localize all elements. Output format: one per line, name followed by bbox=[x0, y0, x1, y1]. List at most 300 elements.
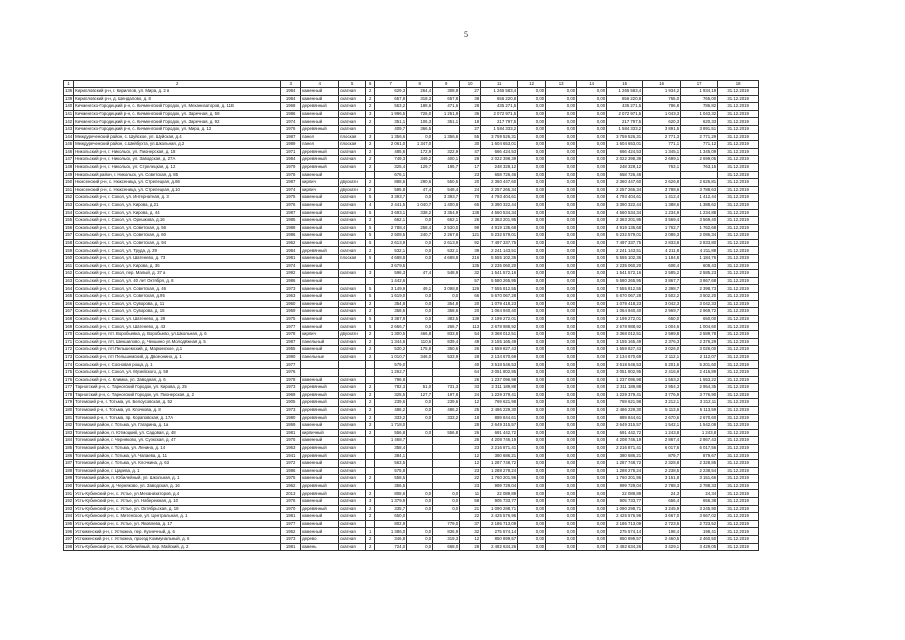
table-row bbox=[64, 482, 759, 490]
table-cell: 2 649 315,57 bbox=[607, 422, 643, 430]
table-cell: скатная bbox=[339, 239, 366, 247]
table-cell: Сокольский р-н, г. Сокол, ул. Советская, д. 60 bbox=[74, 232, 281, 240]
table-row bbox=[64, 217, 759, 225]
table-cell: 0,00 bbox=[518, 498, 546, 506]
table-cell: Нюксенский р-н, с. Нюксеница, ул. Стрелецкая, д.86 bbox=[74, 179, 281, 187]
table-cell bbox=[433, 452, 460, 460]
table-cell: 0,00 bbox=[546, 384, 577, 392]
table-cell: 0,00 bbox=[546, 255, 577, 263]
table-row bbox=[64, 452, 759, 460]
table-cell: Сокольский р-н, г. Сокол, пер. Малый, д. 37 а bbox=[74, 270, 281, 278]
table-cell: 2 670,60 bbox=[681, 414, 718, 422]
table-cell: 1 934,2 bbox=[643, 88, 681, 96]
table-cell: 161 bbox=[65, 262, 73, 268]
table-cell: Сокольский р-н, г. Сосновая роща, д. 1 bbox=[74, 361, 281, 369]
table-cell: 471,6 bbox=[433, 103, 460, 111]
table-cell: 0,00 bbox=[546, 262, 577, 270]
table-cell: 1 541 572,16 bbox=[607, 270, 643, 278]
table-cell: 0,00 bbox=[546, 239, 577, 247]
table-cell: 31.12.2019 bbox=[718, 201, 759, 209]
table-cell: 31.12.2019 bbox=[718, 125, 759, 133]
table-cell: 2 072 971,5 bbox=[607, 110, 643, 118]
table-cell: 0,00 bbox=[518, 103, 546, 111]
table-cell: скатная bbox=[339, 422, 366, 430]
table-cell: 239,6 bbox=[375, 399, 407, 407]
table-cell: 12 bbox=[460, 399, 481, 407]
table-cell: 2 530,0 bbox=[433, 224, 460, 232]
table-cell: 2 311 189,88 bbox=[607, 384, 643, 392]
table-cell: 2 bbox=[366, 217, 375, 225]
table-cell: 0,0 bbox=[407, 255, 433, 263]
table-cell: скатная bbox=[339, 88, 366, 96]
table-cell: 346,8 bbox=[375, 536, 407, 544]
table-cell bbox=[301, 368, 339, 376]
table-cell: деревянный bbox=[301, 156, 339, 164]
table-cell: 2 460,50 bbox=[681, 536, 718, 544]
table-cell: 0,00 bbox=[546, 148, 577, 156]
table-cell: 3 667,02 bbox=[681, 513, 718, 521]
table-cell: 5 113,59 bbox=[681, 406, 718, 414]
table-cell: Сокольский р-н, пгт. Шекшилово, д. Чекшино ул.Молодёжная д. 5 bbox=[74, 338, 281, 346]
table-cell: 4 211,88 bbox=[681, 247, 718, 255]
table-cell: 31.12.2019 bbox=[718, 118, 759, 126]
table-cell: 1 bbox=[64, 81, 74, 88]
table-cell: 31.12.2019 bbox=[718, 331, 759, 339]
table-cell: 0,00 bbox=[518, 513, 546, 521]
table-cell: 0,00 bbox=[546, 201, 577, 209]
table-cell: плоская bbox=[339, 255, 366, 263]
table-cell: скатная bbox=[339, 391, 366, 399]
table-cell: 23 bbox=[460, 467, 481, 475]
table-cell: 532,1 bbox=[375, 247, 407, 255]
table-cell: 1 553,2 bbox=[643, 376, 681, 384]
table-cell: 2 238,54 bbox=[681, 467, 718, 475]
table-cell: скатная bbox=[339, 247, 366, 255]
table-cell: 0,00 bbox=[577, 194, 607, 202]
table-cell: плоская bbox=[339, 141, 366, 149]
table-cell: 20 bbox=[460, 300, 481, 308]
table-cell: 113 bbox=[460, 323, 481, 331]
table-cell: 1 762,68 bbox=[681, 224, 718, 232]
table-cell: 0,00 bbox=[577, 520, 607, 528]
table-cell: деревянный bbox=[301, 163, 339, 171]
table-cell: 5 670 067,28 bbox=[607, 293, 643, 301]
table-cell: 2 bbox=[366, 406, 375, 414]
table-row bbox=[64, 239, 759, 247]
table-cell: Тотемский район, г. Тотьма, ул. Чапаева, д. 11 bbox=[74, 452, 281, 460]
table-cell: 0,00 bbox=[518, 406, 546, 414]
table-cell: 1 090 298,71 bbox=[607, 505, 643, 513]
table-cell bbox=[339, 361, 366, 369]
table-cell: каменный bbox=[301, 262, 339, 270]
table-cell: 0,0 bbox=[407, 406, 433, 414]
table-cell: 2 788,4 bbox=[375, 224, 407, 232]
table-cell bbox=[681, 171, 718, 179]
table-cell: 217 797,5 bbox=[481, 118, 518, 126]
table-cell: скатная bbox=[339, 194, 366, 202]
table-cell: 92 bbox=[460, 239, 481, 247]
table-cell: 31.12.2019 bbox=[718, 505, 759, 513]
table-cell: 28 bbox=[460, 422, 481, 430]
table-cell: 2 bbox=[366, 338, 375, 346]
table-cell: 1 243,8 bbox=[681, 429, 718, 437]
table-cell: 1976 bbox=[281, 125, 301, 133]
table-cell: 2 867,4 bbox=[643, 437, 681, 445]
table-cell: 22 089,89 bbox=[607, 490, 643, 498]
table-cell: 172 bbox=[65, 346, 73, 352]
table-cell bbox=[433, 437, 460, 445]
table-cell: скатная bbox=[339, 444, 366, 452]
table-cell: 28 bbox=[460, 543, 481, 551]
table-cell: 2 bbox=[366, 308, 375, 316]
table-cell bbox=[433, 513, 460, 521]
table-cell: 3 026,00 bbox=[681, 346, 718, 354]
table-cell: 3 245,90 bbox=[681, 505, 718, 513]
table-cell: 1 386,0 bbox=[375, 528, 407, 536]
table-cell: 1963 bbox=[281, 293, 301, 301]
table-cell: 190 bbox=[65, 483, 73, 489]
table-cell: 49,1 bbox=[407, 285, 433, 293]
table-cell: 31.12.2019 bbox=[718, 376, 759, 384]
table-row bbox=[64, 125, 759, 133]
table-cell: 1 760 201,96 bbox=[481, 475, 518, 483]
table-cell: 0,00 bbox=[518, 277, 546, 285]
table-cell: 0,00 bbox=[577, 346, 607, 354]
table-cell: 1992 bbox=[281, 270, 301, 278]
table-cell: каменный bbox=[301, 171, 339, 179]
table-cell: 0,00 bbox=[577, 376, 607, 384]
table-cell: 188 bbox=[65, 467, 73, 473]
table-cell: 0,00 bbox=[546, 391, 577, 399]
table-row bbox=[64, 338, 759, 346]
table-cell: 166 bbox=[65, 300, 73, 306]
table-cell: Тарногский р-н, с. Тарногский Городок, ул. Пионерская, д. 2 bbox=[74, 391, 281, 399]
table-cell: 350,6 bbox=[433, 346, 460, 354]
table-cell: 0,00 bbox=[546, 460, 577, 468]
table-cell: 15 bbox=[607, 81, 643, 88]
table-cell: 1978 bbox=[281, 171, 301, 179]
table-cell: 198,41 bbox=[681, 528, 718, 536]
table-cell: 0,00 bbox=[577, 437, 607, 445]
table-cell: 656,4 bbox=[643, 498, 681, 506]
table-row bbox=[64, 209, 759, 217]
table-cell: 1981 bbox=[281, 429, 301, 437]
table-cell: 0,00 bbox=[518, 543, 546, 551]
table-cell: 0,00 bbox=[518, 482, 546, 490]
table-cell: 666 424,53 bbox=[607, 148, 643, 156]
table-cell: 18 bbox=[460, 118, 481, 126]
table-cell: Тотемский р-н, г. Тотьма, ул. Клочкова, д. 8 bbox=[74, 406, 281, 414]
table-cell: 2 699,05 bbox=[681, 156, 718, 164]
table-row bbox=[64, 520, 759, 528]
table-cell: 2 bbox=[366, 141, 375, 149]
table-cell: Устюженский р-н, г. Устюжна, пер. Кузнечный, д. 6 bbox=[74, 528, 281, 536]
table-cell: 0,00 bbox=[546, 217, 577, 225]
table-cell: 2 585,23 bbox=[681, 270, 718, 278]
table-cell: 6 bbox=[366, 81, 375, 88]
table-cell bbox=[433, 482, 460, 490]
table-cell: 400,1 bbox=[433, 156, 460, 164]
table-row bbox=[64, 422, 759, 430]
table-cell: 0,00 bbox=[577, 338, 607, 346]
table-cell: 1988 bbox=[281, 224, 301, 232]
table-cell: 31.12.2019 bbox=[718, 338, 759, 346]
table-cell: 0,00 bbox=[518, 384, 546, 392]
table-cell: 148 bbox=[65, 164, 73, 170]
table-cell: 3 212,11 bbox=[681, 399, 718, 407]
table-cell: 37 bbox=[460, 520, 481, 528]
table-cell: 0,00 bbox=[518, 262, 546, 270]
table-cell: 154 bbox=[65, 209, 73, 215]
table-cell: 2 670,6 bbox=[643, 414, 681, 422]
table-row bbox=[64, 528, 759, 536]
table-cell: 0,00 bbox=[577, 490, 607, 498]
table-cell: 1 584 333,2 bbox=[481, 125, 518, 133]
table-cell: 0,00 bbox=[546, 171, 577, 179]
table-cell: 160 bbox=[65, 255, 73, 261]
table-cell bbox=[433, 125, 460, 133]
table-cell: 1 004,6 bbox=[643, 323, 681, 331]
table-cell: 802,9 bbox=[375, 520, 407, 528]
table-cell: 0,00 bbox=[577, 224, 607, 232]
table-cell: скатная bbox=[339, 103, 366, 111]
table-cell: 51,0 bbox=[407, 384, 433, 392]
table-cell: 3 368 012,51 bbox=[607, 331, 643, 339]
table-cell bbox=[366, 361, 375, 369]
table-cell: 658 726,46 bbox=[607, 171, 643, 179]
table-cell: 1 996,5 bbox=[375, 110, 407, 118]
table-row bbox=[64, 201, 759, 209]
table-cell: 27 bbox=[460, 125, 481, 133]
table-cell: 724,0 bbox=[375, 543, 407, 551]
table-cell: 3 667,0 bbox=[643, 513, 681, 521]
table-cell: каменный bbox=[301, 308, 339, 316]
table-cell: деревянный bbox=[301, 103, 339, 111]
table-cell: 1960 bbox=[281, 300, 301, 308]
table-row bbox=[64, 513, 759, 521]
table-cell: 0,00 bbox=[546, 331, 577, 339]
table-cell: каменный bbox=[301, 498, 339, 506]
table-row bbox=[64, 376, 759, 384]
table-cell: 0,00 bbox=[577, 308, 607, 316]
table-cell: 3 867,7 bbox=[643, 277, 681, 285]
table-cell bbox=[407, 513, 433, 521]
table-cell: 31.12.2019 bbox=[718, 262, 759, 270]
table-cell: Кирилловский р-н, г. Кириллов, ул. Мира, д. 2 в bbox=[74, 88, 281, 96]
table-cell: 466,8 bbox=[407, 331, 433, 339]
housing-table bbox=[63, 80, 759, 551]
table-cell: 0,00 bbox=[577, 399, 607, 407]
table-cell: 2 bbox=[366, 156, 375, 164]
table-cell: 4 919 135,68 bbox=[607, 224, 643, 232]
table-cell: 31.12.2019 bbox=[718, 232, 759, 240]
table-cell: 1 934,19 bbox=[681, 88, 718, 96]
table-cell: 0,00 bbox=[518, 209, 546, 217]
table-cell: деревянный bbox=[301, 406, 339, 414]
table-cell bbox=[407, 467, 433, 475]
table-cell bbox=[433, 368, 460, 376]
table-cell: 0,00 bbox=[577, 186, 607, 194]
table-row bbox=[64, 323, 759, 331]
table-cell: 650,0 bbox=[643, 315, 681, 323]
table-cell: 888,6 bbox=[375, 179, 407, 187]
table-cell: 1974 bbox=[281, 118, 301, 126]
table-cell: 2 788,33 bbox=[681, 482, 718, 490]
table-cell: 179 bbox=[65, 399, 73, 405]
table-cell: 532,1 bbox=[433, 247, 460, 255]
table-row bbox=[64, 133, 759, 141]
table-cell: скатная bbox=[339, 346, 366, 354]
table-cell: Тотемский район, г. Тотьма, ул. Гагарина, д. 1а bbox=[74, 422, 281, 430]
table-cell: 620,33 bbox=[681, 118, 718, 126]
table-cell: 889 844,61 bbox=[607, 414, 643, 422]
table-cell: 1976 bbox=[281, 201, 301, 209]
table-cell: деревянный bbox=[301, 125, 339, 133]
table-cell: 1978 bbox=[281, 376, 301, 384]
table-cell: 151 bbox=[65, 186, 73, 192]
table-cell: 31.12.2019 bbox=[718, 460, 759, 468]
table-cell: 2 bbox=[366, 490, 375, 498]
table-cell: 1 287 748,72 bbox=[481, 460, 518, 468]
table-cell: 1962 bbox=[281, 482, 301, 490]
table-cell: 65 bbox=[460, 201, 481, 209]
table-cell: 0,00 bbox=[518, 255, 546, 263]
table-cell: 0,00 bbox=[577, 300, 607, 308]
table-cell: 3 368 012,51 bbox=[481, 331, 518, 339]
table-cell: 31.12.2019 bbox=[718, 543, 759, 551]
table-cell: 0,00 bbox=[577, 536, 607, 544]
table-cell: 608,4 bbox=[643, 262, 681, 270]
table-cell: 5 580 265,95 bbox=[481, 277, 518, 285]
table-cell: Сокольский р-н, г. Сокол, ул. Шатенево, д. 29 bbox=[74, 315, 281, 323]
table-cell: 139 bbox=[460, 315, 481, 323]
table-cell: каменный bbox=[301, 88, 339, 96]
table-cell: 558,5 bbox=[375, 475, 407, 483]
table-cell: 24,3 bbox=[643, 490, 681, 498]
table-cell: 0,00 bbox=[518, 391, 546, 399]
table-cell: 657,8 bbox=[433, 95, 460, 103]
table-cell: 0,00 bbox=[577, 323, 607, 331]
table-cell: 0,0 bbox=[407, 429, 433, 437]
table-cell: Усть-Кубинский р-н, с. Устье, ул.Механизаторов, д.4 bbox=[74, 490, 281, 498]
table-cell: каменный bbox=[301, 467, 339, 475]
table-cell: камень bbox=[301, 543, 339, 551]
table-cell: 435 271,5 bbox=[607, 103, 643, 111]
table-cell: 7 bbox=[375, 81, 407, 88]
table-cell: 0,0 bbox=[433, 293, 460, 301]
table-cell: 5 232 579,01 bbox=[481, 232, 518, 240]
table-cell: скатная bbox=[339, 201, 366, 209]
table-cell: 1 251,9 bbox=[433, 110, 460, 118]
table-cell: кирпич bbox=[301, 186, 339, 194]
table-cell: 2 bbox=[366, 422, 375, 430]
table-cell: 2 376,3 bbox=[643, 338, 681, 346]
table-cell: 3 bbox=[281, 81, 301, 88]
table-cell: 0,00 bbox=[546, 277, 577, 285]
table-cell: 1 287 748,72 bbox=[607, 460, 643, 468]
table-cell bbox=[339, 368, 366, 376]
table-cell: 771,12 bbox=[681, 141, 718, 149]
table-cell: 1 234,9 bbox=[643, 209, 681, 217]
table-cell: 0,00 bbox=[546, 103, 577, 111]
table-cell bbox=[339, 171, 366, 179]
table-cell: 31.12.2019 bbox=[718, 247, 759, 255]
table-cell: 2 257 265,34 bbox=[481, 186, 518, 194]
table-cell: 0,00 bbox=[577, 429, 607, 437]
table-cell: 0,00 bbox=[518, 399, 546, 407]
table-cell: 0,00 bbox=[546, 209, 577, 217]
table-cell: 266,7 bbox=[433, 323, 460, 331]
table-cell: Устюженский р-н, г. Устюжна, проезд Коммунальный, д. 6 bbox=[74, 536, 281, 544]
table-cell: 31.12.2019 bbox=[718, 528, 759, 536]
table-cell: 0,00 bbox=[518, 368, 546, 376]
table-cell: каменный bbox=[301, 95, 339, 103]
table-cell: 7 555 812,55 bbox=[607, 285, 643, 293]
table-cell: 782,3 bbox=[375, 384, 407, 392]
table-cell: дерево bbox=[301, 536, 339, 544]
table-cell: 769 621,98 bbox=[481, 399, 518, 407]
table-row bbox=[64, 186, 759, 194]
table-cell: 1 344,6 bbox=[375, 338, 407, 346]
table-cell: 2 216 871,41 bbox=[481, 444, 518, 452]
table-cell: 0,00 bbox=[518, 88, 546, 96]
table-cell: 0,00 bbox=[518, 156, 546, 164]
table-cell: 1980 bbox=[281, 414, 301, 422]
table-cell: 32 bbox=[460, 528, 481, 536]
table-cell: 1 184,8 bbox=[643, 255, 681, 263]
table-cell: 2 486 229,30 bbox=[481, 406, 518, 414]
table-cell: скатная bbox=[339, 536, 366, 544]
table-cell: 0,00 bbox=[577, 422, 607, 430]
table-cell: 1 043,32 bbox=[681, 110, 718, 118]
table-cell bbox=[366, 520, 375, 528]
table-cell: 2 022 398,39 bbox=[481, 156, 518, 164]
table-cell: 155 bbox=[65, 217, 73, 223]
table-cell: Тарногский р-н, с. Тарногский Городок, ул. Кирова, д. 25 bbox=[74, 384, 281, 392]
table-cell: 4 bbox=[301, 81, 339, 88]
table-cell: 2 bbox=[366, 346, 375, 354]
table-cell: 662,1 bbox=[375, 217, 407, 225]
table-cell: 25 bbox=[460, 406, 481, 414]
table-cell: 0,00 bbox=[518, 475, 546, 483]
table-row bbox=[64, 232, 759, 240]
table-cell: 650,00 bbox=[681, 315, 718, 323]
table-cell: 1 388,6 bbox=[643, 201, 681, 209]
table-cell: 5 580 265,95 bbox=[607, 277, 643, 285]
table-cell: 2 678 988,92 bbox=[481, 323, 518, 331]
table-row bbox=[64, 285, 759, 293]
table-cell: 2 376,29 bbox=[681, 338, 718, 346]
table-cell: 2 460,5 bbox=[643, 536, 681, 544]
table-cell: 31.12.2019 bbox=[718, 414, 759, 422]
table-cell: каменный bbox=[301, 460, 339, 468]
table-cell: 1 090 298,71 bbox=[481, 505, 518, 513]
table-cell: 3 502,20 bbox=[681, 293, 718, 301]
table-cell: скатная bbox=[339, 125, 366, 133]
table-cell: скатная bbox=[339, 543, 366, 551]
table-cell: 31.12.2019 bbox=[718, 406, 759, 414]
table-cell: 2 216 871,41 bbox=[607, 444, 643, 452]
table-cell: 0,00 bbox=[518, 323, 546, 331]
table-cell: 2 bbox=[366, 391, 375, 399]
table-cell: 0,0 bbox=[407, 239, 433, 247]
table-cell: 11 bbox=[481, 81, 518, 88]
table-cell: Кичменгско-Городецкий р-н, с. Кичменгский Городок, ул. Мира, д. 12 bbox=[74, 125, 281, 133]
table-cell: Тотемский р-н, г. Тотьма, ул. Белоусовская, д. 52 bbox=[74, 399, 281, 407]
table-cell: Междуреченский район, с. Шуйское, ул. Шуйская, д.4 bbox=[74, 133, 281, 141]
table-cell: 308,9 bbox=[433, 88, 460, 96]
table-cell: Тотемский район, п. Юбилейный, ул. Школьная, д. 1 bbox=[74, 475, 281, 483]
